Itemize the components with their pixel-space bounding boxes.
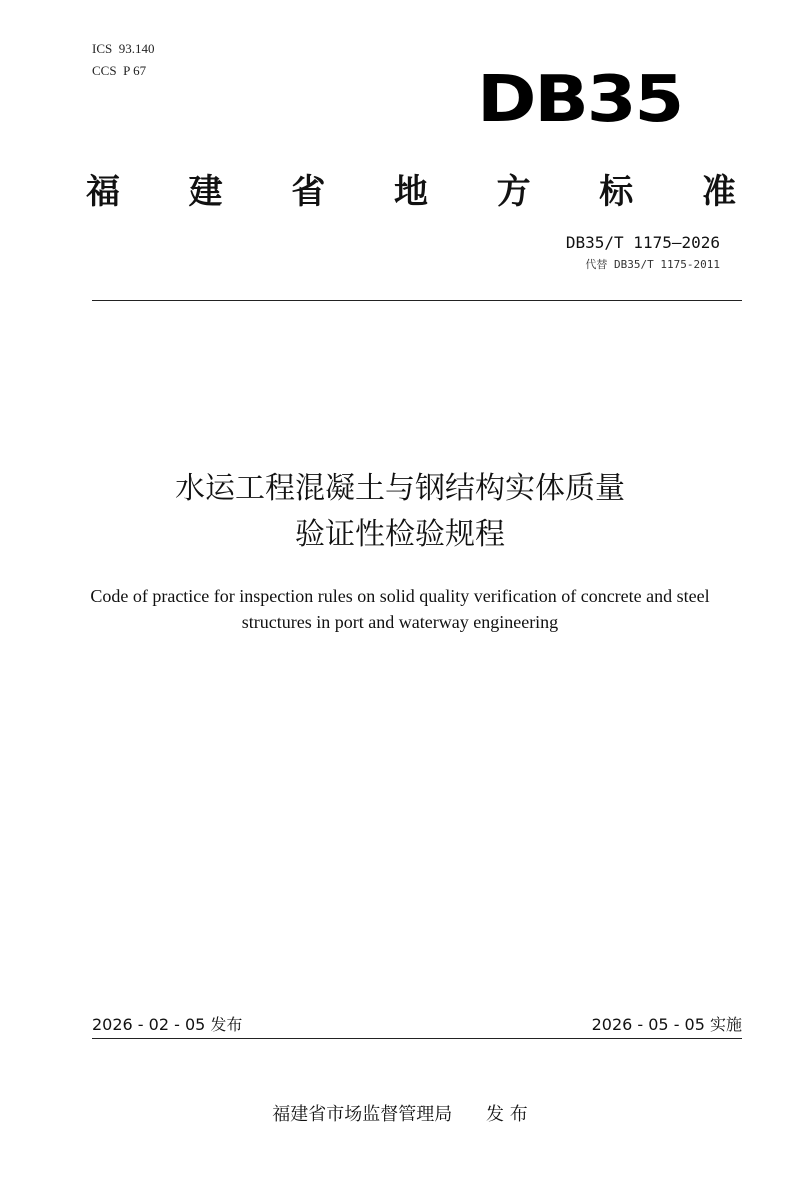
ics-code: ICS 93.140: [92, 41, 155, 56]
dates-row: [92, 1012, 742, 1035]
issuer-line: [0, 1100, 800, 1126]
issuer-action: 发 布: [486, 1104, 528, 1125]
title-chinese-line2: 验证性检验规程: [295, 517, 505, 552]
title-chinese: [0, 466, 800, 558]
db35-logo: DB35: [477, 63, 682, 137]
replaces-standard: 代替 DB35/T 1175-2011: [585, 258, 720, 271]
title-english-line1: Code of practice for inspection rules on solid quality verification of concrete and steel: [90, 586, 710, 606]
standard-type-heading: [86, 164, 736, 213]
issuer-name: 福建省市场监督管理局: [272, 1104, 453, 1125]
classification-codes: [92, 38, 154, 82]
release-date: 2026 - 02 - 05 发布: [92, 1015, 243, 1034]
standard-type-char: 省: [291, 172, 326, 212]
standard-number-block: [566, 230, 720, 274]
standard-type-char: 方: [496, 172, 531, 212]
standard-type-char: 福: [86, 172, 120, 212]
title-english-line2: structures in port and waterway engineering: [241, 612, 559, 632]
standard-type-char: 准: [701, 172, 736, 212]
standard-number: DB35/T 1175—2026: [565, 233, 720, 252]
title-chinese-line1: 水运工程混凝土与钢结构实体质量: [175, 471, 625, 506]
implement-date: 2026 - 05 - 05 实施: [591, 1015, 742, 1034]
top-divider: [92, 300, 742, 301]
standard-type-char: 建: [188, 172, 223, 212]
standard-type-char: 地: [393, 172, 428, 212]
standard-type-char: 标: [599, 172, 634, 212]
bottom-divider: [92, 1038, 742, 1039]
title-english: [60, 583, 740, 635]
ccs-code: CCS P 67: [92, 63, 147, 78]
